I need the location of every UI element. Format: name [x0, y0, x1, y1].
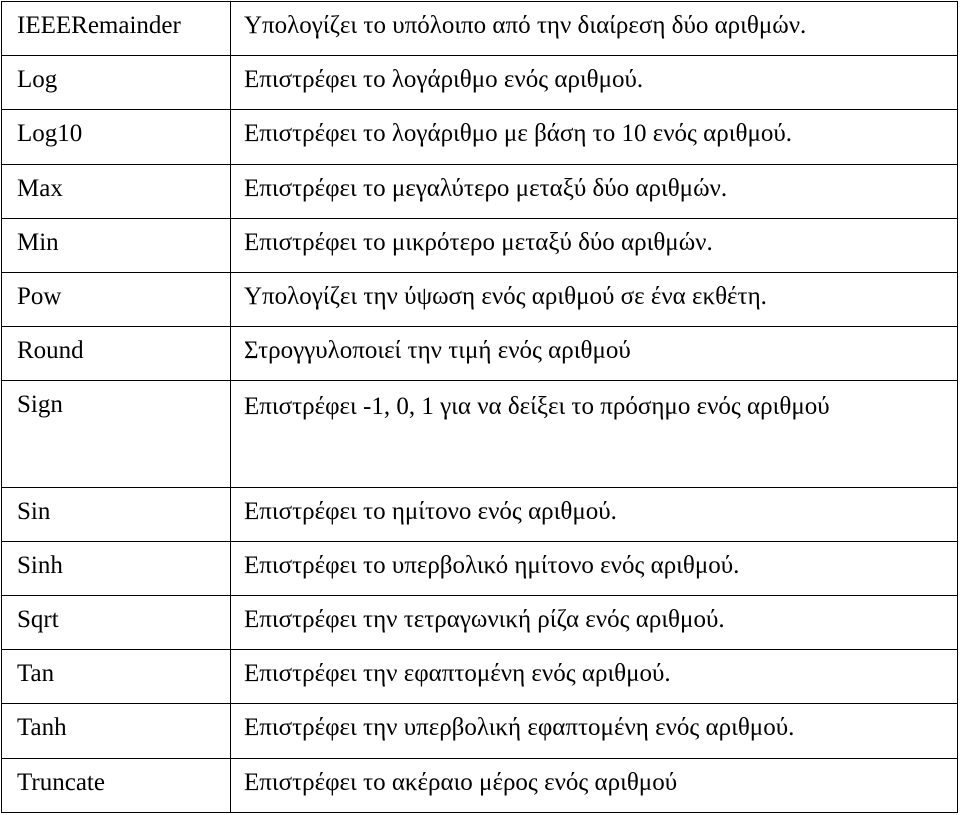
function-description-cell: Επιστρέφει το υπερβολικό ημίτονο ενός αριθμού.	[231, 541, 958, 595]
table-row	[2, 272, 958, 326]
function-description-cell: Επιστρέφει το λογάριθμο ενός αριθμού.	[231, 56, 958, 110]
function-name-cell: Sign	[2, 381, 231, 487]
function-name-cell: Truncate	[2, 758, 231, 812]
function-description-cell: Επιστρέφει το λογάριθμο με βάση το 10 ενός αριθμού.	[231, 110, 958, 164]
function-name-cell: Tanh	[2, 704, 231, 758]
function-name-cell: Sqrt	[2, 596, 231, 650]
function-description-cell: Επιστρέφει το ημίτονο ενός αριθμού.	[231, 487, 958, 541]
table-row	[2, 650, 958, 704]
table-row	[2, 327, 958, 381]
function-name-cell: Log	[2, 56, 231, 110]
function-description-cell: Επιστρέφει -1, 0, 1 για να δείξει το πρόσημο ενός αριθμού	[231, 381, 958, 487]
function-name-cell: Round	[2, 327, 231, 381]
function-description-cell: Στρογγυλοποιεί την τιμή ενός αριθμού	[231, 327, 958, 381]
function-description-cell: Επιστρέφει την εφαπτομένη ενός αριθμού.	[231, 650, 958, 704]
table-row	[2, 218, 958, 272]
function-description-cell: Επιστρέφει την τετραγωνική ρίζα ενός αριθμού.	[231, 596, 958, 650]
function-name-cell: Min	[2, 218, 231, 272]
function-name-cell: Sinh	[2, 541, 231, 595]
table-row	[2, 164, 958, 218]
table-row	[2, 487, 958, 541]
function-description-cell: Υπολογίζει την ύψωση ενός αριθμού σε ένα εκθέτη.	[231, 272, 958, 326]
function-description-cell: Υπολογίζει το υπόλοιπο από την διαίρεση δύο αριθμών.	[231, 2, 958, 56]
table-row	[2, 758, 958, 812]
function-description-cell: Επιστρέφει το μεγαλύτερο μεταξύ δύο αριθμών.	[231, 164, 958, 218]
table-row	[2, 704, 958, 758]
function-name-cell: Tan	[2, 650, 231, 704]
function-name-cell: Max	[2, 164, 231, 218]
function-name-cell: IEEERemainder	[2, 2, 231, 56]
table-row	[2, 56, 958, 110]
table-row	[2, 110, 958, 164]
math-functions-table	[1, 1, 958, 813]
function-name-cell: Log10	[2, 110, 231, 164]
table-row	[2, 381, 958, 487]
function-name-cell: Sin	[2, 487, 231, 541]
function-name-cell: Pow	[2, 272, 231, 326]
table-row	[2, 2, 958, 56]
table-row	[2, 596, 958, 650]
function-description-cell: Επιστρέφει το ακέραιο μέρος ενός αριθμού	[231, 758, 958, 812]
table-row	[2, 541, 958, 595]
function-description-cell: Επιστρέφει την υπερβολική εφαπτομένη ενός αριθμού.	[231, 704, 958, 758]
function-description-cell: Επιστρέφει το μικρότερο μεταξύ δύο αριθμών.	[231, 218, 958, 272]
